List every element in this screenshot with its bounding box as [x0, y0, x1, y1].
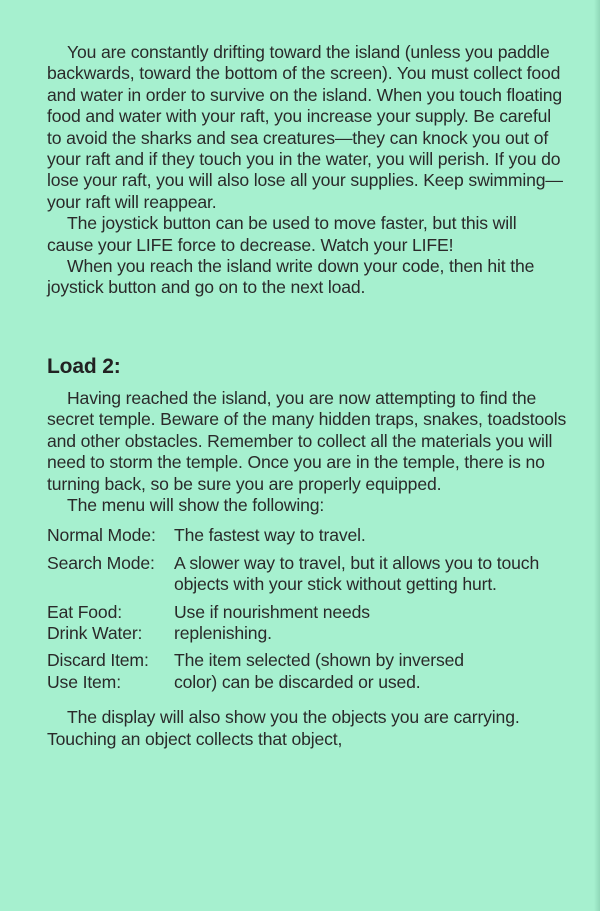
menu-term: Use Item:: [47, 671, 121, 692]
display-paragraph: The display will also show you the objects you are carrying. Touching an object collects that object,: [47, 707, 520, 749]
temple-paragraph: Having reached the island, you are now attempting to find the secret temple. Beware of the many hidden traps, snakes, toadstools and other obstacles. Remember to collect all the materials you will need to storm the temple. Once you are in the temple, there is no turning back, so be sure you are properly equipped.: [47, 387, 567, 494]
menu-description: replenishing.: [174, 622, 272, 643]
menu-term: Discard Item:: [47, 650, 149, 671]
raft-paragraph: You are constantly drifting toward the island (unless you paddle backwards, toward the bottom of the screen). You must collect food and water in order to survive on the island. When you touch floating food and water with your raft, you increase your supply. Be careful to avoid the sharks and sea creatures—they can knock you out of your raft and if they touch you in the water, you will perish. If you do lose your raft, you will also lose all your supplies. Keep swimming—your raft will reappear.: [47, 42, 563, 212]
menu-option-discard-item: [47, 644, 567, 671]
menu-description: A slower way to travel, but it allows you to touch objects with your stick without getting hurt.: [174, 552, 540, 595]
menu-option-use-item: [47, 672, 567, 693]
menu-option-normal-mode: [47, 525, 567, 546]
menu-term: Normal Mode:: [47, 525, 156, 546]
menu-option-search-mode: [47, 547, 567, 596]
menu-description: The fastest way to travel.: [174, 525, 366, 546]
menu-description: The item selected (shown by inversed: [174, 650, 464, 671]
menu-option-eat-food: [47, 596, 567, 623]
menu-intro: The menu will show the following:: [67, 494, 325, 515]
menu-options-list: [47, 525, 567, 693]
island-code-paragraph: When you reach the island write down your code, then hit the joystick button and go on to the next load.: [47, 256, 535, 298]
menu-description: Use if nourishment needs: [174, 601, 370, 622]
page-content: [47, 42, 567, 750]
joystick-paragraph: The joystick button can be used to move faster, but this will cause your LIFE force to decrease. Watch your LIFE!: [47, 213, 517, 255]
menu-option-drink-water: [47, 623, 567, 644]
menu-term: Eat Food:: [47, 601, 122, 622]
menu-term: Drink Water:: [47, 622, 143, 643]
menu-term: Search Mode:: [47, 552, 155, 573]
load-2-heading: Load 2:: [47, 354, 121, 378]
menu-description: color) can be discarded or used.: [174, 671, 421, 692]
page-edge-shadow: [594, 0, 600, 911]
